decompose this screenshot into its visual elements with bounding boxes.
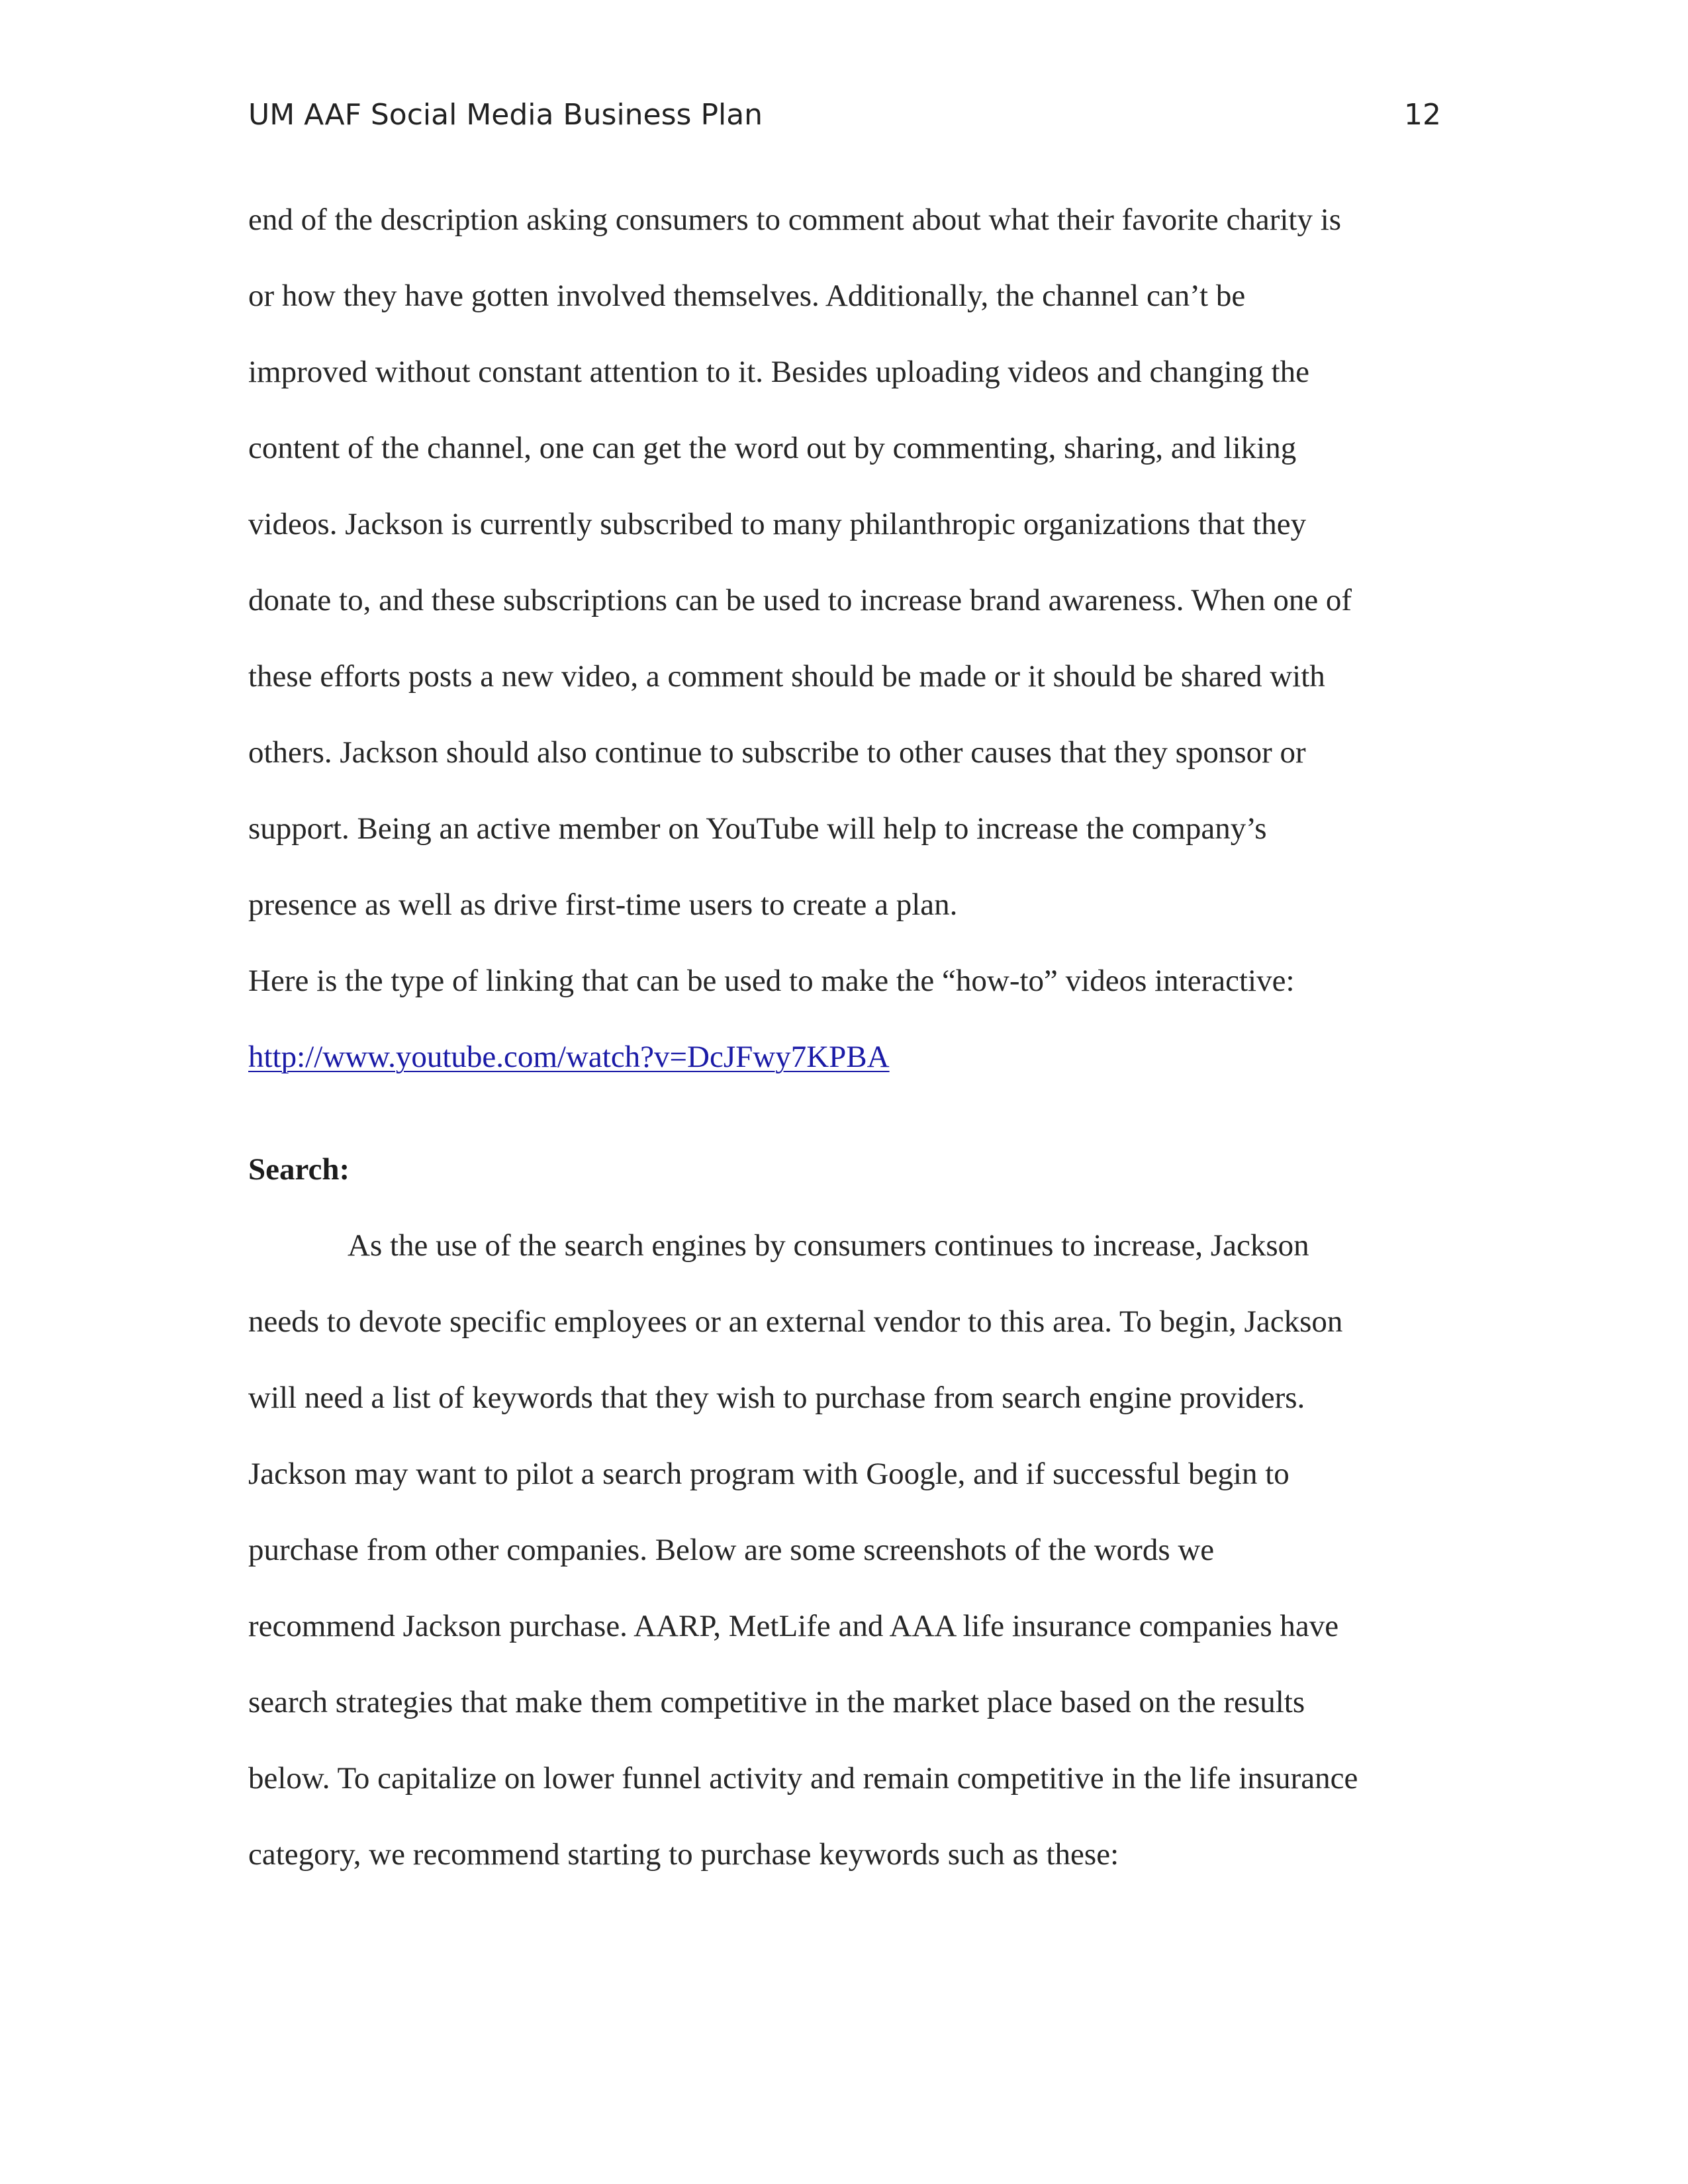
paragraph-line: category, we recommend starting to purchase keywords such as these:: [248, 1837, 1119, 1872]
paragraph-line: needs to devote specific employees or an external vendor to this area. To begin, Jackson: [248, 1304, 1343, 1339]
paragraph-line: support. Being an active member on YouTube will help to increase the company’s: [248, 811, 1267, 846]
paragraph-line: purchase from other companies. Below are some screenshots of the words we: [248, 1533, 1215, 1567]
section-heading: Search:: [248, 1152, 350, 1187]
paragraph-line: will need a list of keywords that they wish to purchase from search engine providers.: [248, 1381, 1305, 1415]
youtube-video-link[interactable]: http://www.youtube.com/watch?v=DcJFwy7KPBA: [248, 1040, 890, 1074]
paragraph-line: improved without constant attention to it. Besides uploading videos and changing the: [248, 355, 1309, 389]
paragraph-line: presence as well as drive first-time users to create a plan.: [248, 887, 958, 922]
link-line: [248, 1030, 1441, 1143]
paragraph-line: below. To capitalize on lower funnel activity and remain competitive in the life insurance: [248, 1761, 1358, 1796]
running-title: UM AAF Social Media Business Plan: [248, 98, 763, 132]
page-number: 12: [1404, 98, 1441, 132]
paragraph-line: or how they have gotten involved themselves. Additionally, the channel can’t be: [248, 279, 1246, 313]
paragraph-line: videos. Jackson is currently subscribed to many philanthropic organizations that they: [248, 507, 1307, 541]
paragraph-line: Jackson may want to pilot a search program with Google, and if successful begin to: [248, 1457, 1289, 1491]
body-paragraph: [248, 193, 1441, 954]
paragraph-line: end of the description asking consumers to comment about what their favorite charity is: [248, 203, 1342, 237]
paragraph-line: others. Jackson should also continue to subscribe to other causes that they sponsor or: [248, 735, 1306, 770]
paragraph-line: donate to, and these subscriptions can be used to increase brand awareness. When one of: [248, 583, 1352, 617]
linking-intro: Here is the type of linking that can be used to make the “how-to” videos interactive:: [248, 964, 1295, 998]
page-body: [248, 193, 1441, 1904]
search-paragraph: [248, 1219, 1441, 1904]
paragraph-line: recommend Jackson purchase. AARP, MetLife and AAA life insurance companies have: [248, 1609, 1339, 1643]
paragraph-line: search strategies that make them competitive in the market place based on the results: [248, 1685, 1305, 1719]
paragraph-line: As the use of the search engines by consumers continues to increase, Jackson: [348, 1228, 1309, 1263]
paragraph-line: these efforts posts a new video, a comment should be made or it should be shared with: [248, 659, 1325, 694]
page-header: [248, 98, 1441, 144]
paragraph-line: content of the channel, one can get the word out by commenting, sharing, and liking: [248, 431, 1297, 465]
